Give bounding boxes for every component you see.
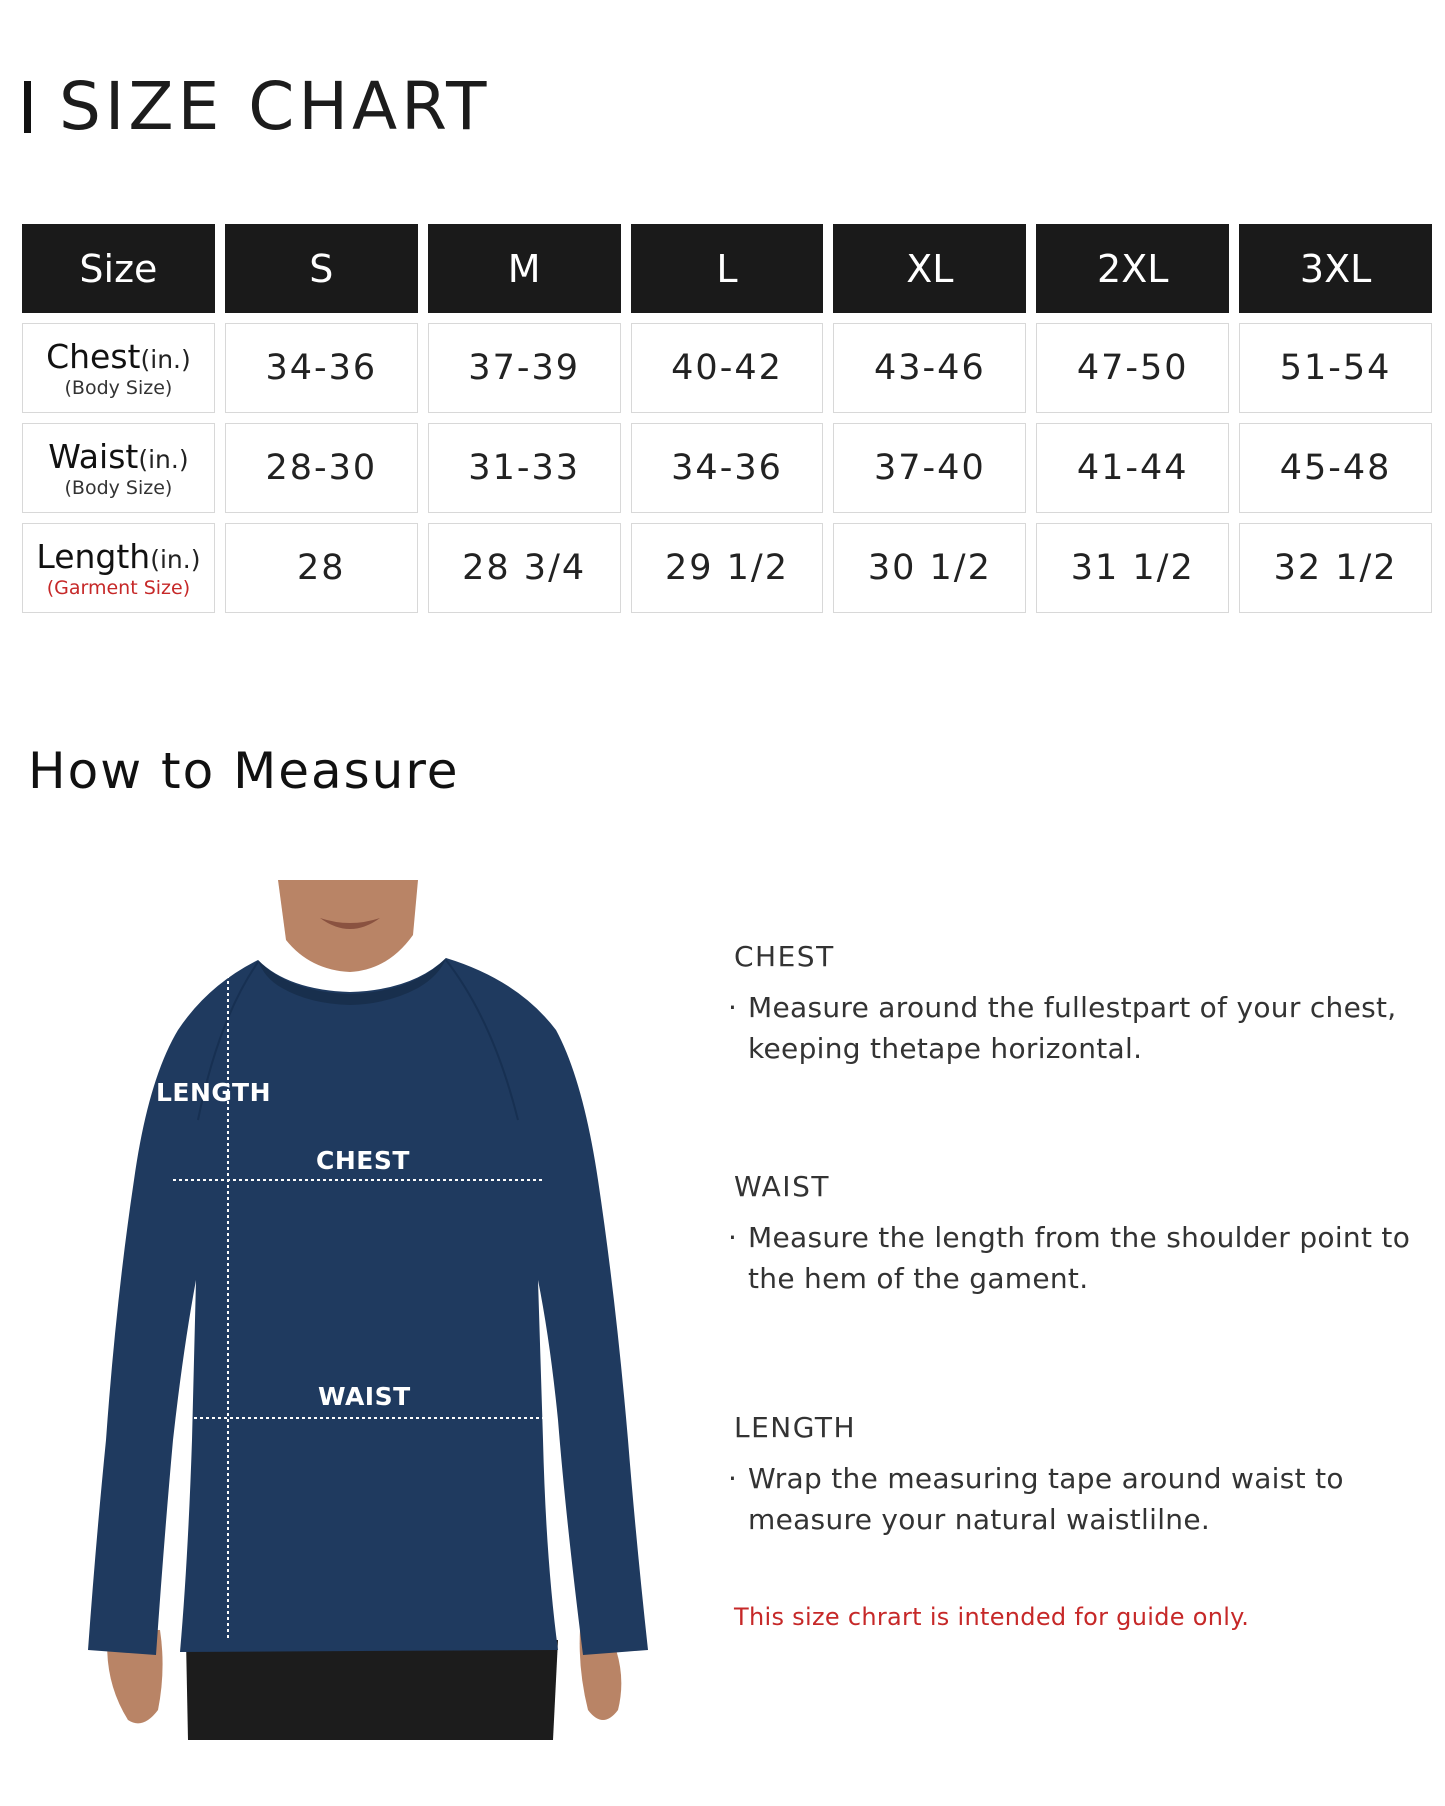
row-label-sub: (Garment Size) — [46, 577, 191, 599]
table-cell: 29 1/2 — [631, 523, 824, 613]
row-label-text: Length — [36, 537, 151, 576]
table-cell: 45-48 — [1239, 423, 1432, 513]
table-cell: 47-50 — [1036, 323, 1229, 413]
table-cell: 31 1/2 — [1036, 523, 1229, 613]
figure-label-length: LENGTH — [156, 1078, 271, 1107]
guide-waist — [734, 1170, 1414, 1299]
table-row-waist — [22, 423, 1432, 513]
row-label-text: Chest — [46, 337, 141, 376]
guide-text: · Wrap the measuring tape around waist to measure your natural waistlilne. — [734, 1458, 1414, 1540]
title-accent-bar — [24, 81, 31, 133]
header-cell: 3XL — [1239, 224, 1432, 313]
table-cell: 28 — [225, 523, 418, 613]
table-cell: 32 1/2 — [1239, 523, 1432, 613]
header-cell: XL — [833, 224, 1026, 313]
figure-label-chest: CHEST — [316, 1146, 410, 1175]
guide-heading: WAIST — [734, 1170, 830, 1203]
table-row-length — [22, 523, 1432, 613]
figure-label-waist: WAIST — [318, 1382, 411, 1411]
row-label-length — [22, 523, 215, 613]
table-cell: 37-39 — [428, 323, 621, 413]
table-cell: 34-36 — [225, 323, 418, 413]
shirt-body — [88, 958, 648, 1655]
table-cell: 28 3/4 — [428, 523, 621, 613]
row-label-sub: (Body Size) — [64, 377, 173, 399]
guide-heading: CHEST — [734, 940, 835, 973]
guide-text: · Measure the length from the shoulder point to the hem of the gament. — [734, 1217, 1414, 1299]
guide-disclaimer: This size chrart is intended for guide only. — [734, 1603, 1250, 1631]
header-cell: L — [631, 224, 824, 313]
guide-chest — [734, 940, 1414, 1069]
row-label-unit: (in.) — [150, 545, 201, 574]
row-label-chest — [22, 323, 215, 413]
table-row-chest — [22, 323, 1432, 413]
how-to-measure-heading: How to Measure — [28, 742, 460, 800]
table-header-row — [22, 224, 1432, 313]
table-cell: 31-33 — [428, 423, 621, 513]
row-label-waist — [22, 423, 215, 513]
header-cell: 2XL — [1036, 224, 1229, 313]
table-cell: 51-54 — [1239, 323, 1432, 413]
table-cell: 34-36 — [631, 423, 824, 513]
row-label-sub: (Body Size) — [64, 477, 173, 499]
shirt-illustration — [88, 880, 668, 1740]
shorts — [186, 1640, 558, 1740]
row-label-unit: (in.) — [138, 445, 189, 474]
page-title: SIZE CHART — [59, 68, 491, 145]
header-cell: M — [428, 224, 621, 313]
table-cell: 30 1/2 — [833, 523, 1026, 613]
row-label-unit: (in.) — [140, 345, 191, 374]
table-cell: 43-46 — [833, 323, 1026, 413]
guide-length — [734, 1411, 1414, 1540]
guide-text: · Measure around the fullestpart of your chest, keeping thetape horizontal. — [734, 987, 1414, 1069]
table-cell: 28-30 — [225, 423, 418, 513]
row-label-text: Waist — [48, 437, 139, 476]
guide-heading: LENGTH — [734, 1411, 857, 1444]
header-cell: Size — [22, 224, 215, 313]
size-chart-heading — [24, 68, 491, 145]
table-cell: 37-40 — [833, 423, 1026, 513]
table-cell: 41-44 — [1036, 423, 1229, 513]
table-cell: 40-42 — [631, 323, 824, 413]
header-cell: S — [225, 224, 418, 313]
size-table — [22, 224, 1432, 623]
shirt-model-figure — [88, 880, 668, 1740]
